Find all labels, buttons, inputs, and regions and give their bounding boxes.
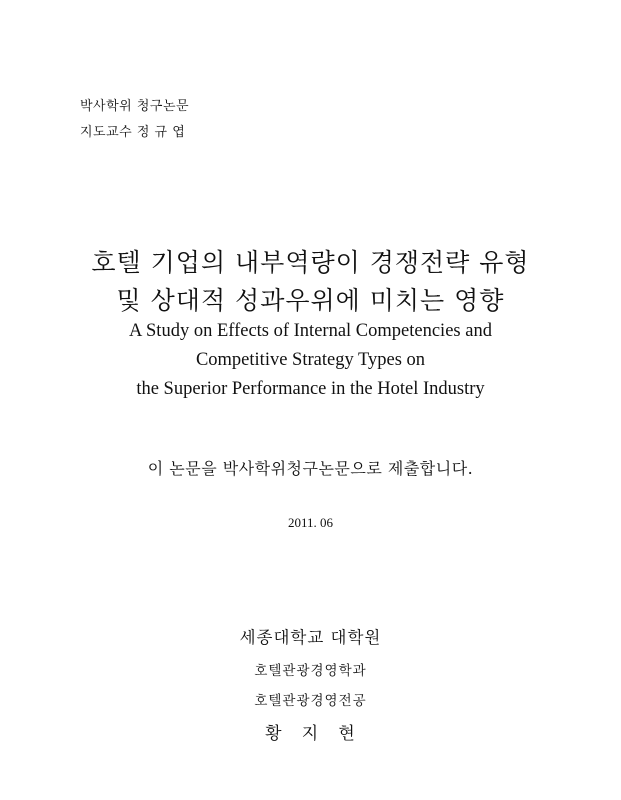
major-name: 호텔관광경영전공: [254, 693, 367, 709]
author-name: 황 지 현: [265, 724, 356, 744]
title-english-line-2: Competitive Strategy Types on: [195, 350, 426, 370]
advisor-line: 지도교수 정 규 엽: [80, 125, 186, 140]
department-name: 호텔관광경영학과: [254, 663, 367, 679]
submission-statement: 이 논문을 박사학위청구논문으로 제출합니다.: [147, 459, 474, 478]
title-english-line-1: A Study on Effects of Internal Competencies and: [129, 321, 492, 341]
university-name: 세종대학교 대학원: [239, 628, 382, 647]
title-korean-line-2: 및 상대적 성과우위에 미치는 영향: [116, 286, 505, 315]
submission-date: 2011. 06: [287, 515, 334, 530]
degree-line: 박사학위 청구논문: [80, 99, 190, 114]
title-korean-line-1: 호텔 기업의 내부역량이 경쟁전략 유형: [91, 248, 530, 277]
title-english-line-3: the Superior Performance in the Hotel Industry: [136, 379, 485, 399]
